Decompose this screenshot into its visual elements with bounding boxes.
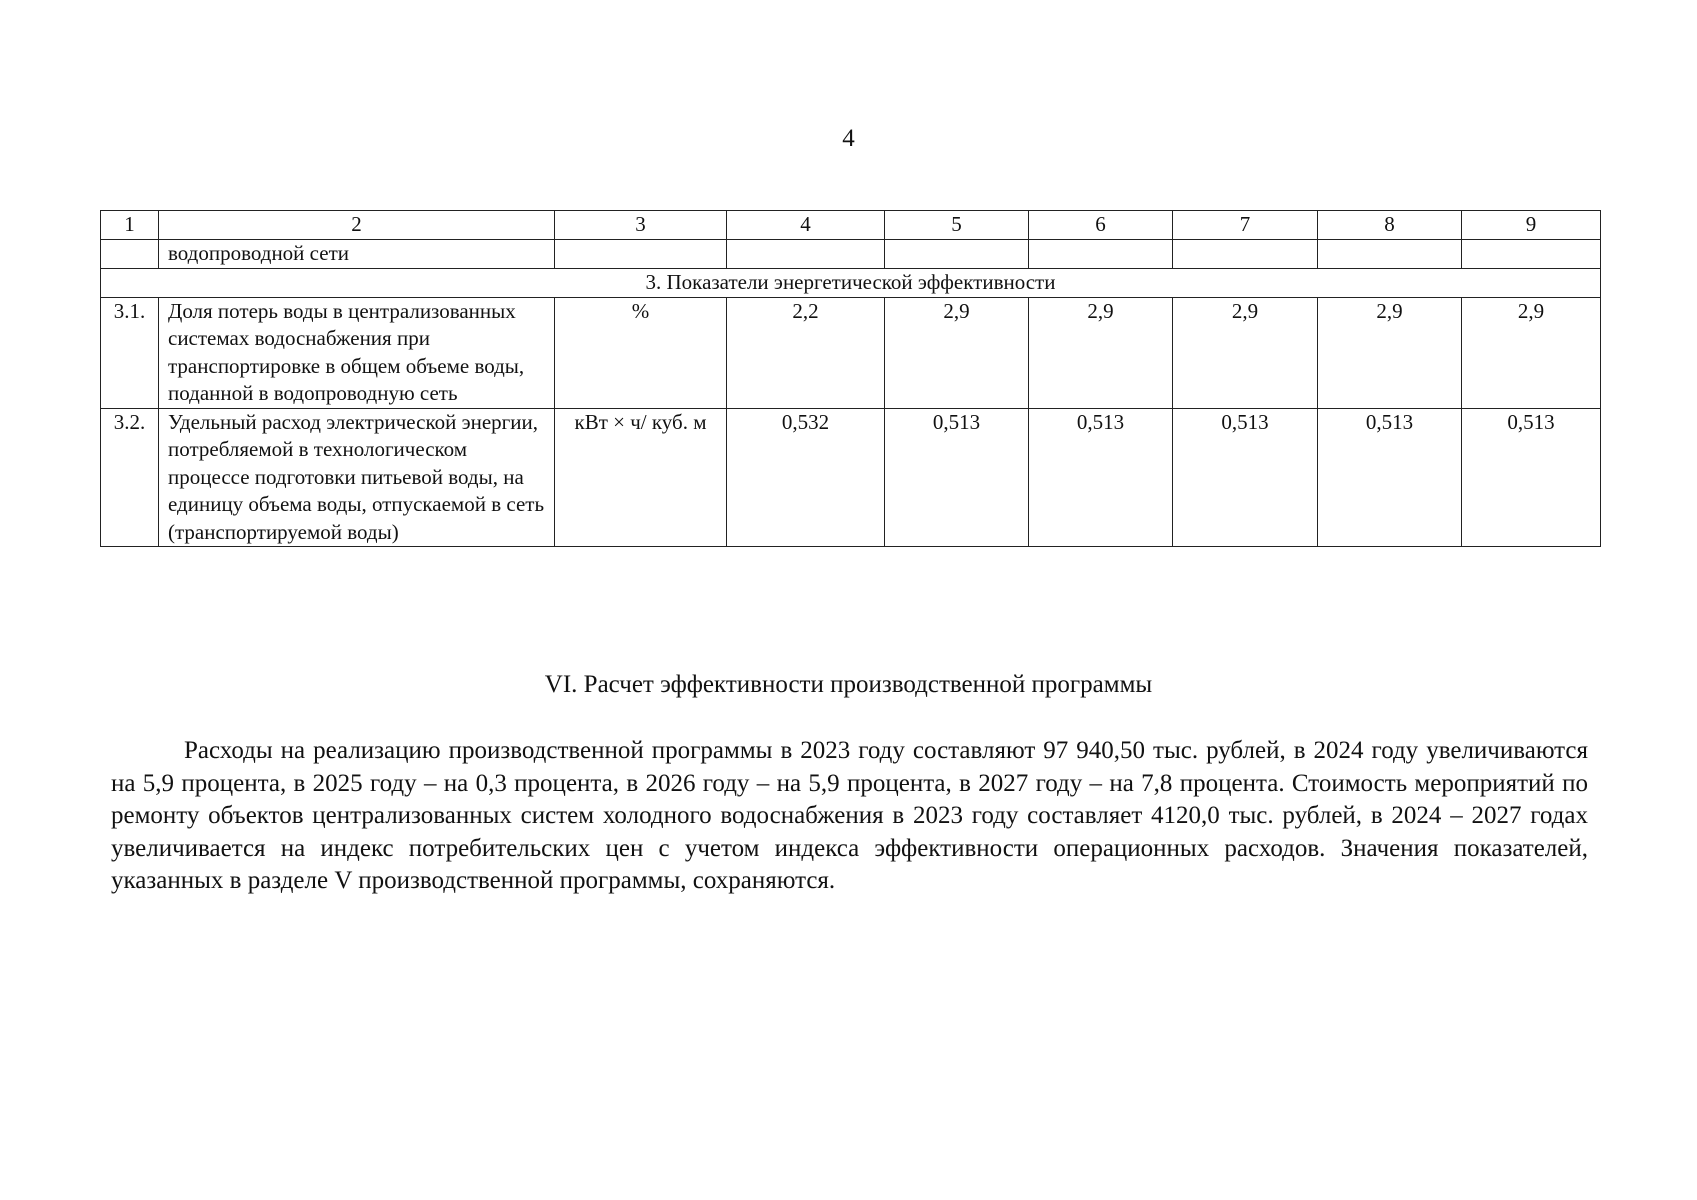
- table-cell: [101, 239, 159, 268]
- table-cell: [727, 239, 885, 268]
- header-cell: 7: [1173, 211, 1318, 240]
- header-cell: 6: [1029, 211, 1173, 240]
- table-section-row: [101, 268, 1601, 297]
- value-cell: 2,9: [1173, 297, 1318, 408]
- table-cell: [1173, 239, 1318, 268]
- value-cell: 0,513: [1462, 408, 1601, 547]
- header-cell: 1: [101, 211, 159, 240]
- header-cell: 9: [1462, 211, 1601, 240]
- row-number-cell: 3.1.: [101, 297, 159, 408]
- table-row: [101, 408, 1601, 547]
- page-number: 4: [842, 125, 855, 152]
- section-heading: VI. Расчет эффективности производственной программы: [544, 671, 1153, 698]
- header-cell: 5: [885, 211, 1029, 240]
- table-cell: [1462, 239, 1601, 268]
- unit-cell: кВт × ч/ куб. м: [555, 408, 727, 547]
- row-number-cell: 3.2.: [101, 408, 159, 547]
- header-cell: 3: [555, 211, 727, 240]
- table-cell: [1318, 239, 1462, 268]
- value-cell: 2,9: [1462, 297, 1601, 408]
- value-cell: 0,513: [1173, 408, 1318, 547]
- value-cell: 0,513: [1318, 408, 1462, 547]
- table-row-continuation: [101, 239, 1601, 268]
- value-cell: 2,2: [727, 297, 885, 408]
- header-cell: 8: [1318, 211, 1462, 240]
- unit-cell: %: [555, 297, 727, 408]
- table-header-row: [101, 211, 1601, 240]
- indicator-name-cell: Доля потерь воды в централизованных системах водоснабжения при транспортировке в общем объеме воды, поданной в водопроводную сеть: [159, 297, 555, 408]
- header-cell: 4: [727, 211, 885, 240]
- table-cell: [885, 239, 1029, 268]
- header-cell: 2: [159, 211, 555, 240]
- table-cell: [555, 239, 727, 268]
- section-paragraph: Расходы на реализацию производственной программы в 2023 году составляют 97 940,50 тыс. рублей, в 2024 году увеличиваются на 5,9 процента, в 2025 году – на 0,3 процента, в 2026 году – на 5,9 процента, в 2027 году – на 7,8 процента. Стоимость мероприятий по ремонту объектов централизованных систем холодного водоснабжения в 2023 году составляет 4120,0 тыс. рублей, в 2024 – 2027 годах увеличивается на индекс потребительских цен с учетом индекса эффективности операционных расходов. Значения показателей, указанных в разделе V производственной программы, сохраняются.: [111, 737, 1588, 894]
- value-cell: 0,513: [885, 408, 1029, 547]
- continuation-name-cell: водопроводной сети: [159, 239, 555, 268]
- value-cell: 0,532: [727, 408, 885, 547]
- value-cell: 0,513: [1029, 408, 1173, 547]
- table-row: [101, 297, 1601, 408]
- value-cell: 2,9: [1029, 297, 1173, 408]
- table-cell: [1029, 239, 1173, 268]
- indicators-table: [100, 210, 1601, 547]
- value-cell: 2,9: [1318, 297, 1462, 408]
- value-cell: 2,9: [885, 297, 1029, 408]
- indicator-name-cell: Удельный расход электрической энергии, потребляемой в технологическом процессе подготовки питьевой воды, на единицу объема воды, отпускаемой в сеть (транспортируемой воды): [159, 408, 555, 547]
- section-title-cell: 3. Показатели энергетической эффективности: [101, 268, 1601, 297]
